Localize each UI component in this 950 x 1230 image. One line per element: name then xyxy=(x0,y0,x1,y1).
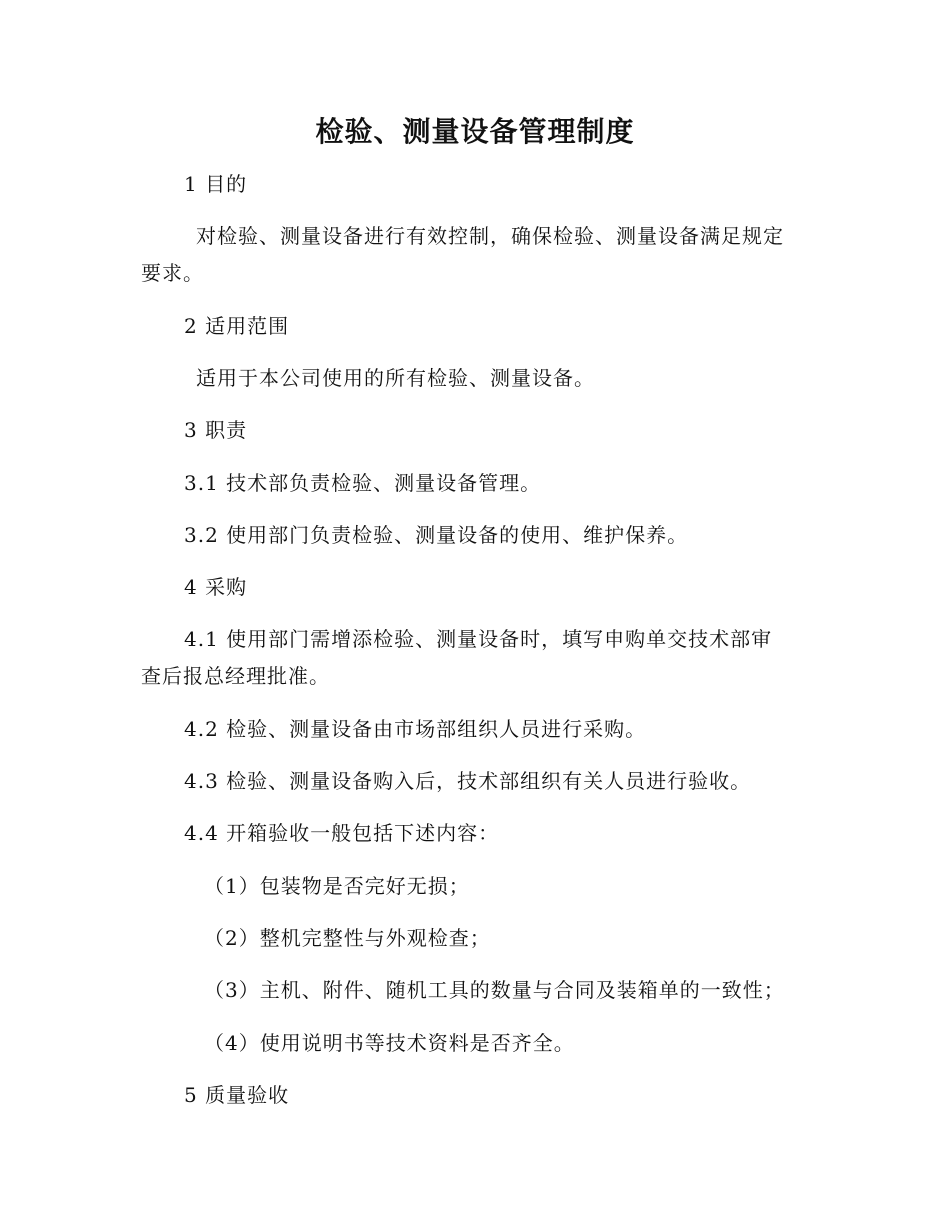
clause-line: 4.3 检验、测量设备购入后，技术部组织有关人员进行验收。 xyxy=(184,769,752,793)
list-item: （4）使用说明书等技术资料是否齐全。 xyxy=(204,1031,575,1055)
paragraph-line: 适用于本公司使用的所有检验、测量设备。 xyxy=(196,366,595,390)
document-title: 检验、测量设备管理制度 xyxy=(315,115,635,148)
section-heading-purpose: 1 目的 xyxy=(184,172,248,196)
section-heading-responsibility: 3 职责 xyxy=(184,418,248,442)
clause-line: 4.2 检验、测量设备由市场部组织人员进行采购。 xyxy=(184,717,647,741)
paragraph-line: 要求。 xyxy=(141,261,204,285)
list-item: （3）主机、附件、随机工具的数量与合同及装箱单的一致性； xyxy=(204,978,785,1002)
list-item: （1）包装物是否完好无损； xyxy=(204,874,470,898)
clause-line: 查后报总经理批准。 xyxy=(141,664,330,688)
section-heading-quality-acceptance: 5 质量验收 xyxy=(184,1083,290,1107)
clause-line: 3.2 使用部门负责检验、测量设备的使用、维护保养。 xyxy=(184,523,689,547)
clause-line: 4.1 使用部门需增添检验、测量设备时，填写申购单交技术部审 xyxy=(184,627,773,651)
section-heading-procurement: 4 采购 xyxy=(184,575,248,599)
section-heading-scope: 2 适用范围 xyxy=(184,314,290,338)
list-item: （2）整机完整性与外观检查； xyxy=(204,926,491,950)
paragraph-line: 对检验、测量设备进行有效控制，确保检验、测量设备满足规定 xyxy=(196,224,784,248)
clause-line: 3.1 技术部负责检验、测量设备管理。 xyxy=(184,471,542,495)
clause-line: 4.4 开箱验收一般包括下述内容： xyxy=(184,821,500,845)
